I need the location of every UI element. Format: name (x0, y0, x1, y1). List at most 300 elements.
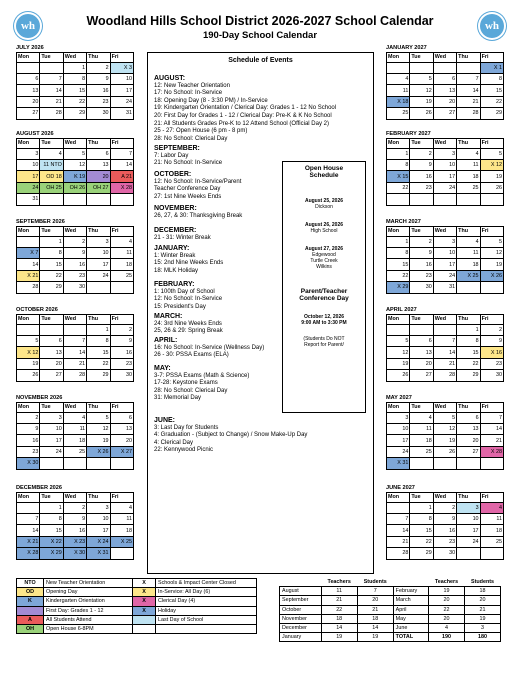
day-cell: K 19 (63, 171, 86, 182)
totals-header: Students (363, 579, 387, 586)
oh-date-2: August 26, 2026 (304, 222, 344, 228)
legend-label: Open House 6-8PM (44, 624, 133, 633)
day-cell: 29 (410, 548, 433, 559)
month-name: MAY 2027 (386, 395, 412, 401)
day-cell: 6 (457, 412, 480, 423)
day-cell: X 28 (480, 446, 503, 457)
oh-school-3c: Wilkins (316, 264, 332, 270)
event-item: 25 - 27: Open House (6 pm - 8 pm) (154, 128, 248, 135)
day-totals-table (279, 578, 501, 642)
day-cell: 24 (17, 182, 40, 193)
weekday-header: Fri (110, 315, 133, 325)
day-cell: X 1 (480, 62, 503, 73)
day-cell: 29 (480, 108, 503, 119)
ptc-title: Parent/Teacher (300, 288, 348, 295)
day-cell: 4 (63, 412, 86, 423)
day-cell: 22 (387, 182, 410, 193)
day-cell: X 25 (110, 536, 133, 547)
event-section (154, 417, 307, 455)
day-cell (433, 194, 456, 205)
weekday-header: Mon (387, 493, 410, 503)
event-item: 24: 3rd Nine Weeks Ends (154, 320, 222, 327)
weekday-header: Thu (87, 403, 110, 413)
day-cell: 6 (40, 335, 63, 346)
event-item: 28: No School: Clerical Day (154, 387, 228, 394)
day-cell: X 26 (480, 270, 503, 281)
day-cell: 7 (110, 148, 133, 159)
event-item: 18: MLK Holiday (154, 267, 199, 274)
day-cell: 14 (387, 525, 410, 536)
day-cell: 27 (433, 108, 456, 119)
event-item: 15: President's Day (154, 303, 206, 310)
weekday-header: Tue (40, 227, 63, 237)
weekday-header: Mon (387, 227, 410, 237)
day-cell (433, 458, 456, 469)
day-cell: 12 (63, 159, 86, 170)
event-section (154, 145, 222, 168)
event-item: 22: Kennywood Picnic (154, 447, 214, 454)
day-cell: 22 (87, 358, 110, 369)
day-cell: 14 (40, 85, 63, 96)
day-cell: 24 (110, 96, 133, 107)
weekday-header: Wed (63, 403, 86, 413)
weekday-header: Wed (433, 315, 456, 325)
month-jan (386, 44, 504, 120)
totals-cell: 11 (321, 587, 357, 596)
day-cell (40, 62, 63, 73)
totals-cell: 18 (321, 614, 357, 623)
day-cell: 24 (40, 446, 63, 457)
day-cell: 27 (457, 446, 480, 457)
weekday-header: Tue (40, 53, 63, 63)
day-cell: 7 (480, 412, 503, 423)
day-cell: 28 (17, 282, 40, 293)
day-cell: X 7 (17, 247, 40, 258)
day-cell: 17 (387, 435, 410, 446)
day-cell: 10 (387, 423, 410, 434)
day-cell: 24 (457, 536, 480, 547)
day-cell: 7 (433, 335, 456, 346)
totals-cell: 190 (428, 633, 464, 642)
day-cell: 23 (87, 96, 110, 107)
event-item: 17: No School: In-Service (154, 90, 223, 97)
month-aug (16, 130, 134, 206)
day-cell: 21 (63, 358, 86, 369)
oh-date-3: August 27, 2026 (304, 246, 344, 252)
event-section (154, 281, 222, 311)
legend-label: All Students Attend (44, 615, 133, 624)
day-cell: 17 (87, 525, 110, 536)
weekday-header: Mon (387, 403, 410, 413)
legend-code2 (133, 624, 156, 633)
event-month-heading: MARCH: (154, 313, 183, 320)
day-cell: 13 (457, 423, 480, 434)
event-item: 27: 1st Nine Weeks Ends (154, 193, 222, 200)
day-cell: X 16 (480, 347, 503, 358)
day-cell: 29 (87, 370, 110, 381)
day-cell: X 25 (457, 270, 480, 281)
day-cell: X 28 (17, 548, 40, 559)
weekday-header: Fri (110, 493, 133, 503)
weekday-header: Tue (410, 227, 433, 237)
day-cell: 9 (110, 335, 133, 346)
day-cell: 11 (110, 513, 133, 524)
event-item: 26, 27, & 30: Thanksgiving Break (154, 212, 243, 219)
event-item: Teacher Conference Day (154, 186, 221, 193)
day-cell: 25 (457, 182, 480, 193)
day-cell: 26 (387, 370, 410, 381)
day-cell: 12 (410, 85, 433, 96)
event-month-heading: JANUARY: (154, 245, 190, 252)
day-cell: 7 (40, 73, 63, 84)
oh-school-2: High School (310, 228, 338, 234)
day-cell: 28 (433, 370, 456, 381)
day-cell: X 31 (387, 458, 410, 469)
weekday-header: Mon (387, 315, 410, 325)
weekday-header: Thu (87, 139, 110, 149)
month-name: AUGUST 2026 (16, 131, 54, 137)
open-house-box (282, 161, 366, 413)
oh-school-3a: Edgewood (312, 252, 336, 258)
legend-code2: X (133, 588, 156, 597)
day-cell: 9 (17, 423, 40, 434)
event-item: 28: No School: Clerical Day (154, 135, 228, 142)
day-cell: X 29 (40, 548, 63, 559)
day-cell: 15 (410, 525, 433, 536)
day-cell: 5 (480, 148, 503, 159)
day-cell: 11 (410, 423, 433, 434)
day-cell: 9 (410, 247, 433, 258)
day-cell: X 28 (110, 182, 133, 193)
day-cell (87, 282, 110, 293)
totals-cell: 19 (465, 614, 501, 623)
day-cell: 19 (87, 435, 110, 446)
totals-cell: October (280, 605, 322, 614)
day-cell: 30 (433, 548, 456, 559)
totals-cell: 18 (357, 614, 393, 623)
day-cell: 2 (433, 502, 456, 513)
day-cell: OH 26 (63, 182, 86, 193)
day-cell: 2 (63, 502, 86, 513)
day-cell: 3 (433, 236, 456, 247)
legend-label2 (156, 624, 257, 633)
day-cell: 2 (480, 324, 503, 335)
day-cell: 7 (457, 73, 480, 84)
open-house-title-2: Schedule (309, 172, 339, 179)
legend-code2: X (133, 597, 156, 606)
day-cell: 5 (17, 335, 40, 346)
day-cell: 18 (410, 435, 433, 446)
day-cell: 7 (387, 513, 410, 524)
day-cell: 2 (410, 148, 433, 159)
day-cell: 1 (63, 62, 86, 73)
weekday-header: Fri (480, 227, 503, 237)
event-section (154, 227, 211, 242)
weekday-header: Wed (433, 493, 456, 503)
weekday-header: Thu (457, 227, 480, 237)
weekday-header: Thu (457, 403, 480, 413)
day-cell: 5 (87, 412, 110, 423)
totals-cell: August (280, 587, 322, 596)
day-cell (110, 458, 133, 469)
day-cell: 16 (87, 85, 110, 96)
day-cell: 1 (87, 324, 110, 335)
day-cell: 8 (87, 335, 110, 346)
day-cell: 10 (40, 423, 63, 434)
day-cell: 4 (40, 148, 63, 159)
day-cell: X 30 (17, 458, 40, 469)
day-cell (410, 194, 433, 205)
day-cell: OH 25 (40, 182, 63, 193)
legend-label: Kindergarten Orientation (44, 597, 133, 606)
weekday-header: Mon (17, 227, 40, 237)
day-cell (387, 194, 410, 205)
event-item: 16: No School: In-Service (Wellness Day) (154, 344, 265, 351)
day-cell: 16 (110, 347, 133, 358)
day-cell: 11 NTO (40, 159, 63, 170)
day-cell: 21 (387, 536, 410, 547)
event-section (154, 171, 241, 201)
day-cell (63, 194, 86, 205)
totals-cell: 20 (465, 596, 501, 605)
day-cell (387, 502, 410, 513)
day-cell: 9 (63, 247, 86, 258)
day-cell (40, 194, 63, 205)
day-cell: 14 (63, 347, 86, 358)
day-cell: 12 (87, 423, 110, 434)
day-cell: 10 (457, 513, 480, 524)
day-cell: 22 (63, 96, 86, 107)
district-logo-left: wh (14, 12, 42, 40)
totals-header: Students (471, 579, 495, 586)
totals-cell: 19 (428, 587, 464, 596)
weekday-header: Mon (17, 315, 40, 325)
legend-code: K (17, 597, 44, 606)
day-cell: 29 (457, 370, 480, 381)
day-cell: X 23 (63, 536, 86, 547)
day-cell: X 12 (17, 347, 40, 358)
day-cell (110, 282, 133, 293)
day-cell: 23 (63, 270, 86, 281)
day-cell: 8 (387, 159, 410, 170)
day-cell: 17 (433, 259, 456, 270)
event-item: 21 - 31: Winter Break (154, 234, 211, 241)
day-cell: 28 (40, 108, 63, 119)
day-cell: 13 (17, 85, 40, 96)
day-cell: 9 (63, 513, 86, 524)
day-cell (457, 548, 480, 559)
weekday-header: Fri (110, 53, 133, 63)
day-cell: 6 (110, 412, 133, 423)
month-oct (16, 306, 134, 382)
day-cell: 18 (457, 171, 480, 182)
day-cell: 14 (110, 159, 133, 170)
calendar-subtitle: 190-Day School Calendar (202, 30, 318, 41)
day-cell: 7 (17, 513, 40, 524)
day-cell: 16 (433, 525, 456, 536)
day-cell: 3 (87, 502, 110, 513)
day-cell: 5 (433, 412, 456, 423)
totals-cell: TOTAL (393, 633, 428, 642)
day-cell (433, 62, 456, 73)
oh-date-1: August 25, 2026 (304, 198, 344, 204)
day-cell: 14 (17, 525, 40, 536)
day-cell: 4 (457, 148, 480, 159)
totals-cell: March (393, 596, 428, 605)
event-item: 15: 2nd Nine Weeks Ends (154, 260, 224, 267)
totals-cell: May (393, 614, 428, 623)
weekday-header: Thu (87, 227, 110, 237)
day-cell: 1 (40, 236, 63, 247)
day-cell (480, 548, 503, 559)
month-name: MARCH 2027 (386, 219, 421, 225)
month-name: NOVEMBER 2026 (16, 395, 63, 401)
day-cell (110, 548, 133, 559)
totals-cell: 20 (428, 596, 464, 605)
day-cell: 22 (410, 536, 433, 547)
month-jun (386, 484, 504, 560)
day-cell: 12 (480, 247, 503, 258)
day-cell: 10 (110, 73, 133, 84)
legend-code (17, 606, 44, 615)
totals-cell: September (280, 596, 322, 605)
event-month-heading: FEBRUARY: (154, 281, 195, 288)
day-cell (63, 458, 86, 469)
day-cell (110, 194, 133, 205)
day-cell: 31 (433, 282, 456, 293)
day-cell: 28 (457, 108, 480, 119)
day-cell: 3 (433, 148, 456, 159)
event-section (154, 205, 242, 220)
day-cell: 23 (410, 270, 433, 281)
day-cell: 16 (63, 259, 86, 270)
totals-cell: 18 (465, 587, 501, 596)
day-cell: 20 (110, 435, 133, 446)
event-item: 21: No School: In-Service (154, 160, 223, 167)
open-house-title: Open House (304, 165, 344, 172)
day-cell: 6 (17, 73, 40, 84)
weekday-header: Fri (480, 403, 503, 413)
month-sep (16, 218, 134, 294)
day-cell: 15 (63, 85, 86, 96)
day-cell: 27 (40, 370, 63, 381)
day-cell: 1 (410, 502, 433, 513)
day-cell: 6 (87, 148, 110, 159)
day-cell: 9 (433, 513, 456, 524)
event-month-heading: DECEMBER: (154, 227, 197, 234)
day-cell: 8 (63, 73, 86, 84)
day-cell: 24 (433, 270, 456, 281)
totals-cell: April (393, 605, 428, 614)
ptc-time: 9:00 AM to 3:30 PM (301, 320, 347, 326)
legend-label: Opening Day (44, 588, 133, 597)
day-cell: 5 (410, 73, 433, 84)
day-cell (40, 458, 63, 469)
day-cell: 13 (40, 347, 63, 358)
day-cell: 21 (40, 96, 63, 107)
day-cell: 19 (480, 259, 503, 270)
weekday-header: Thu (457, 139, 480, 149)
weekday-header: Wed (433, 53, 456, 63)
day-cell: 17 (87, 259, 110, 270)
legend-table (16, 578, 257, 634)
weekday-header: Tue (410, 139, 433, 149)
day-cell: 1 (457, 324, 480, 335)
event-section (154, 313, 223, 336)
day-cell: 24 (87, 270, 110, 281)
day-cell: 27 (17, 108, 40, 119)
day-cell: 29 (63, 108, 86, 119)
totals-header (393, 578, 428, 587)
totals-cell: 21 (465, 605, 501, 614)
event-item: 25, 26 & 29: Spring Break (154, 328, 223, 335)
weekday-header: Fri (110, 227, 133, 237)
legend-label2: In-Service: All Day (6) (156, 588, 257, 597)
day-cell: 17 (457, 525, 480, 536)
day-cell (17, 236, 40, 247)
day-cell: 19 (387, 358, 410, 369)
day-cell (40, 324, 63, 335)
day-cell: 10 (433, 247, 456, 258)
legend-code: NTO (17, 579, 44, 588)
calendar-title: Woodland Hills School District 2026-2027 School Calendar (86, 14, 434, 28)
weekday-header: Wed (63, 493, 86, 503)
legend-label2: Holiday (156, 606, 257, 615)
weekday-header: Mon (17, 53, 40, 63)
weekday-header: Tue (410, 403, 433, 413)
day-cell (457, 458, 480, 469)
day-cell: 8 (40, 247, 63, 258)
day-cell: 22 (387, 270, 410, 281)
day-cell: 15 (40, 259, 63, 270)
day-cell: 2 (63, 236, 86, 247)
day-cell: 3 (387, 412, 410, 423)
day-cell: X 22 (40, 536, 63, 547)
totals-cell: 180 (465, 633, 501, 642)
event-item: 20: First Day for Grades 1 - 12 / Clerical Day: Pre-K & K No School (154, 112, 332, 119)
day-cell: 30 (63, 282, 86, 293)
day-cell (457, 282, 480, 293)
schedule-of-events (147, 52, 374, 574)
day-cell: 12 (387, 347, 410, 358)
day-cell: 26 (433, 446, 456, 457)
totals-cell: 14 (357, 623, 393, 632)
event-item: 18: Opening Day (8 - 3:30 PM) / In-Service (154, 97, 268, 104)
day-cell: 16 (410, 259, 433, 270)
day-cell: 17 (17, 171, 40, 182)
day-cell: 17 (433, 171, 456, 182)
day-cell: X 21 (17, 270, 40, 281)
day-cell: 1 (387, 236, 410, 247)
legend-code: OH (17, 624, 44, 633)
district-logo-right: wh (478, 12, 506, 40)
day-cell: 9 (87, 73, 110, 84)
day-cell: 19 (433, 435, 456, 446)
day-cell: 19 (17, 358, 40, 369)
day-cell (17, 502, 40, 513)
weekday-header: Mon (17, 493, 40, 503)
day-cell: 9 (480, 335, 503, 346)
day-cell (480, 194, 503, 205)
day-cell: 14 (17, 259, 40, 270)
weekday-header: Fri (480, 53, 503, 63)
month-feb (386, 130, 504, 206)
event-item: 31: Memorial Day (154, 395, 202, 402)
day-cell (410, 458, 433, 469)
day-cell: 14 (433, 347, 456, 358)
totals-cell: 19 (321, 633, 357, 642)
weekday-header: Thu (87, 493, 110, 503)
